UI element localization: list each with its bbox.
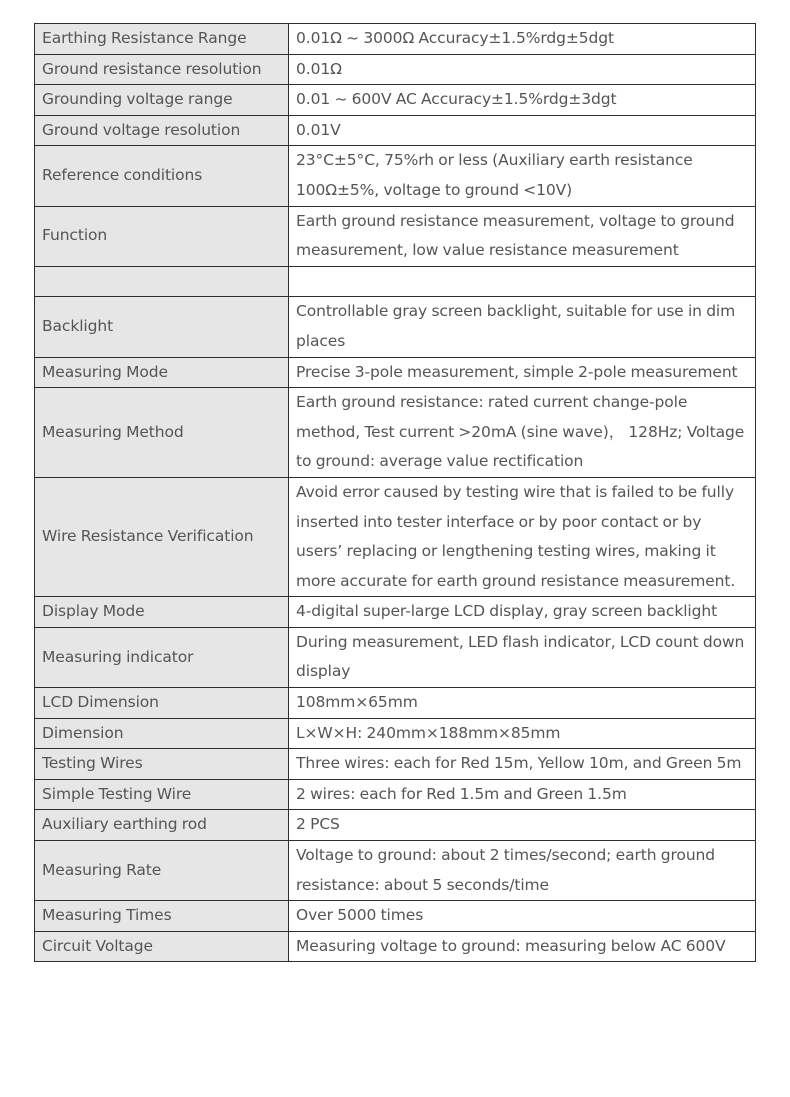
row-label: Simple Testing Wire (35, 779, 289, 810)
table-row (35, 206, 756, 266)
row-label: LCD Dimension (35, 688, 289, 719)
row-value: Voltage to ground: about 2 times/second; earth ground resistance: about 5 seconds/time (289, 841, 756, 901)
table-row (35, 688, 756, 719)
table-row (35, 841, 756, 901)
row-value: 0.01 ~ 600V AC Accuracy±1.5%rdg±3dgt (289, 85, 756, 116)
table-row (35, 85, 756, 116)
table-row (35, 810, 756, 841)
row-value: Earth ground resistance: rated current change-pole method, Test current >20mA (sine wave)， 128Hz; Voltage to ground: average value rectification (289, 388, 756, 478)
row-value: Over 5000 times (289, 901, 756, 932)
row-label: Ground voltage resolution (35, 115, 289, 146)
row-value: Precise 3-pole measurement, simple 2-pole measurement (289, 357, 756, 388)
row-label: Measuring Mode (35, 357, 289, 388)
row-label: Reference conditions (35, 146, 289, 206)
row-label: Earthing Resistance Range (35, 24, 289, 55)
row-value (289, 266, 756, 297)
table-row (35, 477, 756, 596)
row-value: 2 wires: each for Red 1.5m and Green 1.5m (289, 779, 756, 810)
row-label: Measuring Rate (35, 841, 289, 901)
row-label: Function (35, 206, 289, 266)
row-label: Testing Wires (35, 749, 289, 780)
row-value: Three wires: each for Red 15m, Yellow 10m, and Green 5m (289, 749, 756, 780)
table-row (35, 597, 756, 628)
row-label: Ground resistance resolution (35, 54, 289, 85)
row-value: L×W×H: 240mm×188mm×85mm (289, 718, 756, 749)
spec-table (34, 23, 756, 962)
row-value: 0.01V (289, 115, 756, 146)
row-label: Measuring Times (35, 901, 289, 932)
row-label: Auxiliary earthing rod (35, 810, 289, 841)
row-value: 108mm×65mm (289, 688, 756, 719)
row-value: 0.01Ω (289, 54, 756, 85)
row-value: 2 PCS (289, 810, 756, 841)
table-row (35, 627, 756, 687)
table-row (35, 357, 756, 388)
table-row (35, 146, 756, 206)
row-label: Measuring indicator (35, 627, 289, 687)
row-value: Avoid error caused by testing wire that is failed to be fully inserted into tester interface or by poor contact or by users’ replacing or lengthening testing wires, making it more accurate for earth ground resistance measurement. (289, 477, 756, 596)
row-label: Dimension (35, 718, 289, 749)
row-label: Circuit Voltage (35, 931, 289, 962)
row-value: 0.01Ω ~ 3000Ω Accuracy±1.5%rdg±5dgt (289, 24, 756, 55)
table-row-empty (35, 266, 756, 297)
row-value: During measurement, LED flash indicator, LCD count down display (289, 627, 756, 687)
row-label: Display Mode (35, 597, 289, 628)
table-row (35, 54, 756, 85)
row-label: Grounding voltage range (35, 85, 289, 116)
row-value: Controllable gray screen backlight, suitable for use in dim places (289, 297, 756, 357)
table-row (35, 749, 756, 780)
row-label: Measuring Method (35, 388, 289, 478)
row-value: 4-digital super-large LCD display, gray screen backlight (289, 597, 756, 628)
row-label (35, 266, 289, 297)
table-row (35, 24, 756, 55)
table-row (35, 115, 756, 146)
table-row (35, 297, 756, 357)
table-row (35, 718, 756, 749)
table-row (35, 901, 756, 932)
table-row (35, 931, 756, 962)
row-value: Measuring voltage to ground: measuring below AC 600V (289, 931, 756, 962)
row-value: 23°C±5°C, 75%rh or less (Auxiliary earth resistance 100Ω±5%, voltage to ground <10V) (289, 146, 756, 206)
table-row (35, 779, 756, 810)
row-value: Earth ground resistance measurement, voltage to ground measurement, low value resistance measurement (289, 206, 756, 266)
row-label: Wire Resistance Verification (35, 477, 289, 596)
row-label: Backlight (35, 297, 289, 357)
table-row (35, 388, 756, 478)
